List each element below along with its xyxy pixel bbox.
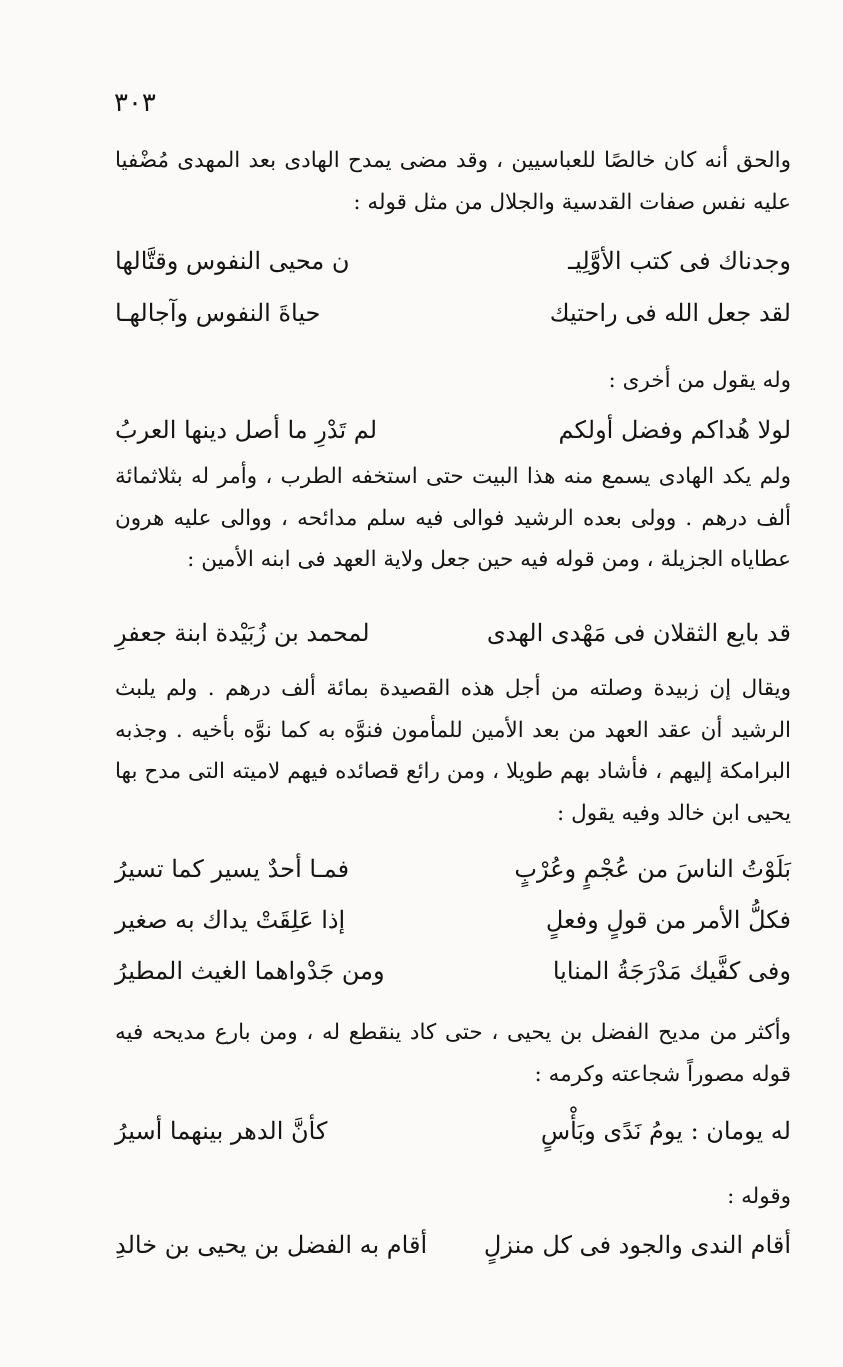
paragraph-2: وله يقول من أخرى : — [608, 368, 791, 393]
hemistich-first: لقد جعل الله فى راحتيك — [549, 299, 791, 327]
hemistich-first: أقام الندى والجود فى كل منزلٍ — [483, 1231, 791, 1259]
verse-line — [115, 846, 791, 892]
verse-line — [115, 948, 791, 994]
verse-line — [115, 610, 791, 656]
page-number: ٣٠٣ — [114, 88, 156, 118]
hemistich-second: أقام به الفضل بن يحيى بن خالدِ — [115, 1231, 428, 1259]
hemistich-first: بَلَوْتُ الناسَ من عُجْمٍ وعُرْبٍ — [514, 855, 791, 883]
hemistich-first: وفى كفَّيك مَدْرَجَةُ المنايا — [552, 957, 791, 985]
hemistich-first: له يومان : يومُ نَدًى وبَأْسٍ — [540, 1117, 791, 1145]
verse-line — [115, 238, 791, 284]
verse-line — [115, 290, 791, 336]
verse-line — [115, 1222, 791, 1268]
hemistich-second: ومن جَدْواهما الغيث المطيرُ — [115, 957, 385, 985]
hemistich-second: ن محيى النفوس وقتَّالها — [115, 247, 350, 275]
paragraph-6: وقوله : — [727, 1184, 791, 1209]
hemistich-second: لمحمد بن زُبَيْدة ابنة جعفرِ — [115, 619, 370, 647]
hemistich-second: حياةَ النفوس وآجالهـا — [115, 299, 321, 327]
verse-line — [115, 897, 791, 943]
hemistich-first: فكلُّ الأمر من قولٍ وفعلٍ — [545, 906, 791, 934]
paragraph-3: ولم يكد الهادى يسمع منه هذا البيت حتى استخفه الطرب ، وأمر له بثلاثمائة ألف درهم . وولى بعده الرشيد فوالى فيه سلم مدائحه ، ووالى عليه هرون عطاياه الجزيلة ، ومن قوله فيه حين جعل ولاية العهد فى ابنه الأمين : — [115, 464, 791, 572]
verse-line — [115, 407, 791, 453]
hemistich-second: إذا عَلِقَتْ يداك به صغير — [115, 906, 346, 934]
hemistich-second: فمـا أحدٌ يسير كما تسيرُ — [115, 855, 350, 883]
paragraph-1: والحق أنه كان خالصًا للعباسيين ، وقد مضى يمدح الهادى بعد المهدى مُضْفيا عليه نفس صفات القدسية والجلال من مثل قوله : — [115, 148, 791, 215]
hemistich-first: وجدناك فى كتب الأوَّلِيـ — [568, 247, 791, 275]
hemistich-first: لولا هُداكم وفضل أولكم — [558, 416, 791, 444]
verse-line — [115, 1108, 791, 1154]
hemistich-second: لم تَدْرِ ما أصل دينها العربُ — [115, 416, 378, 444]
hemistich-first: قد بايع الثقلان فى مَهْدى الهدى — [486, 619, 791, 647]
paragraph-5: وأكثر من مديح الفضل بن يحيى ، حتى كاد ينقطع له ، ومن بارع مديحه فيه قوله مصوراً شجاعته وكرمه : — [115, 1020, 791, 1087]
hemistich-second: كأنَّ الدهر بينهما أسيرُ — [115, 1117, 328, 1145]
paragraph-4: ويقال إن زبيدة وصلته من أجل هذه القصيدة بمائة ألف درهم . ولم يلبث الرشيد أن عقد العهد من بعد الأمين للمأمون فنوَّه به كما نوَّه بأخيه . وجذبه البرامكة إليهم ، فأشاد بهم طويلا ، ومن رائع قصائده فيهم لاميته التى مدح بها يحيى ابن خالد وفيه يقول : — [115, 676, 791, 826]
